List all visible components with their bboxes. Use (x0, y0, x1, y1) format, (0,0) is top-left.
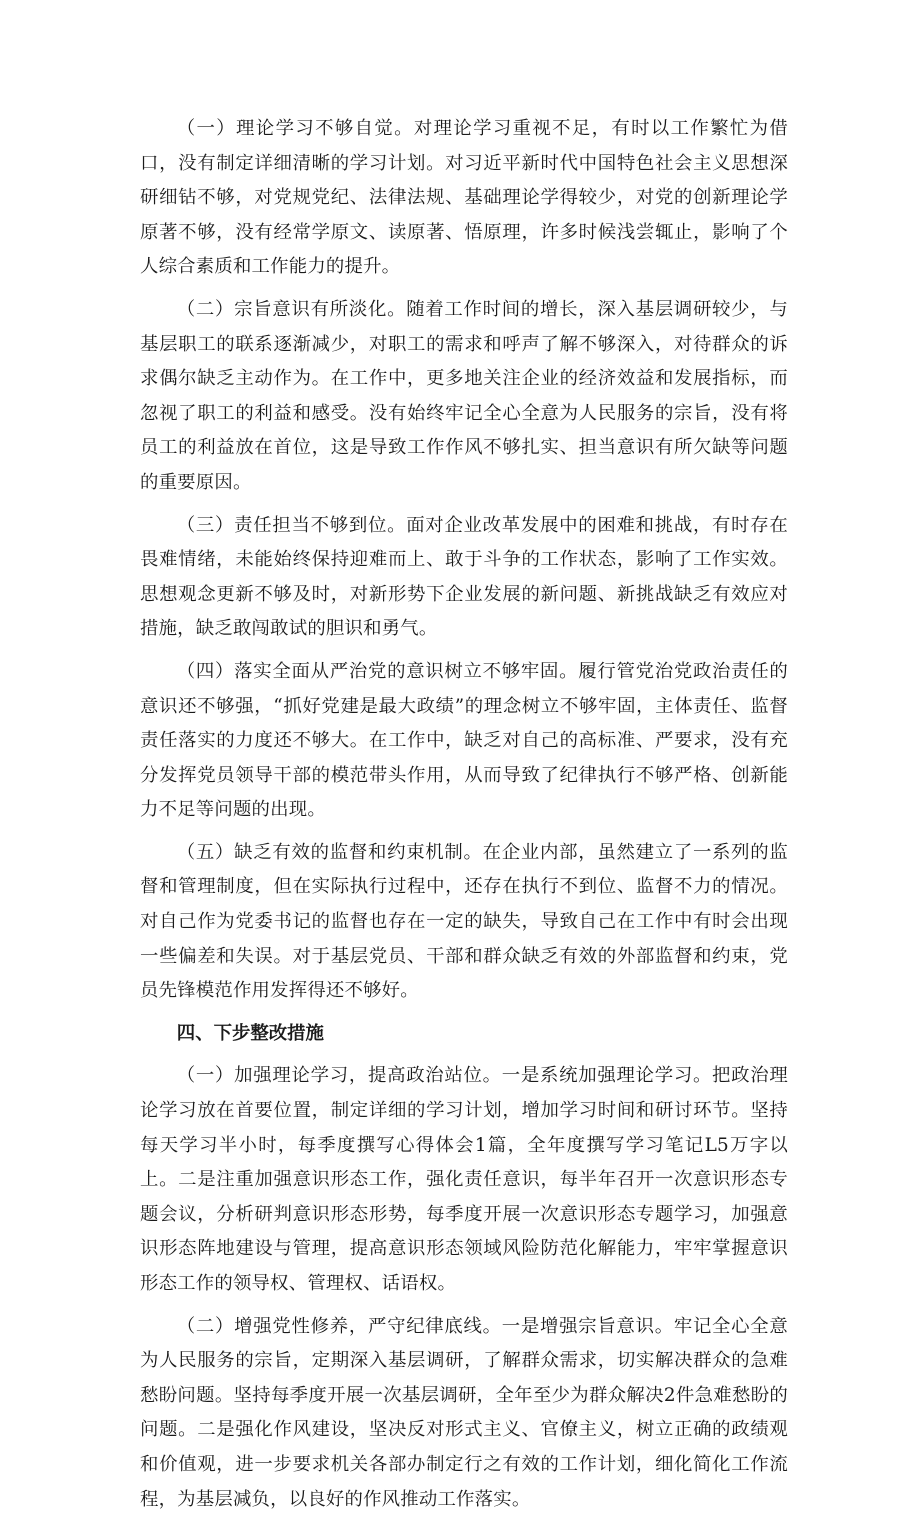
paragraph-3-5: （五）缺乏有效的监督和约束机制。在企业内部，虽然建立了一系列的监督和管理制度，但在实际执行过程中，还存在执行不到位、监督不力的情况。对自己作为党委书记的监督也存在一定的缺失，导致自己在工作中有时会出现一些偏差和失误。对于基层党员、干部和群众缺乏有效的外部监督和约束，党员先锋模范作用发挥得还不够好。 (140, 841, 788, 1002)
paragraph-3-1: （一）理论学习不够自觉。对理论学习重视不足，有时以工作繁忙为借口，没有制定详细清晰的学习计划。对习近平新时代中国特色社会主义思想深研细钻不够，对党规党纪、法律法规、基础理论学得较少，对党的创新理论学原著不够，没有经常学原文、读原著、悟原理，许多时候浅尝辄止，影响了个人综合素质和工作能力的提升。 (140, 118, 788, 278)
document-page (140, 112, 788, 1525)
paragraph-3-3: （三）责任担当不够到位。面对企业改革发展中的困难和挑战，有时存在畏难情绪，未能始终保持迎难而上、敢于斗争的工作状态，影响了工作实效。思想观念更新不够及时，对新形势下企业发展的新问题、新挑战缺乏有效应对措施，缺乏敢闯敢试的胆识和勇气。 (140, 514, 788, 640)
paragraph-3-4: （四）落实全面从严治党的意识树立不够牢固。履行管党治党政治责任的意识还不够强，“抓好党建是最大政绩”的理念树立不够牢固，主体责任、监督责任落实的力度还不够大。在工作中，缺乏对自己的高标准、严要求，没有充分发挥党员领导干部的模范带头作用，从而导致了纪律执行不够严格、创新能力不足等问题的出现。 (140, 660, 788, 821)
paragraph-4-2: （二）增强党性修养，严守纪律底线。一是增强宗旨意识。牢记全心全意为人民服务的宗旨，定期深入基层调研，了解群众需求，切实解决群众的急难愁盼问题。坚持每季度开展一次基层调研，全年至少为群众解决2件急难愁盼的问题。二是强化作风建设，坚决反对形式主义、官僚主义，树立正确的政绩观和价值观，进一步要求机关各部办制定行之有效的工作计划，细化简化工作流程，为基层减负，以良好的作风推动工作落实。 (140, 1315, 788, 1510)
paragraph-4-1: （一）加强理论学习，提高政治站位。一是系统加强理论学习。把政治理论学习放在首要位置，制定详细的学习计划，增加学习时间和研讨环节。坚持每天学习半小时，每季度撰写心得体会1篇，全年度撰写学习笔记L5万字以上。二是注重加强意识形态工作，强化责任意识，每半年召开一次意识形态专题会议，分析研判意识形态形势，每季度开展一次意识形态专题学习，加强意识形态阵地建设与管理，提高意识形态领域风险防范化解能力，牢牢掌握意识形态工作的领导权、管理权、话语权。 (140, 1065, 788, 1294)
section-4-heading: 四、下步整改措施 (176, 1022, 324, 1044)
paragraph-3-2: （二）宗旨意识有所淡化。随着工作时间的增长，深入基层调研较少，与基层职工的联系逐渐减少，对职工的需求和呼声了解不够深入，对待群众的诉求偶尔缺乏主动作为。在工作中，更多地关注企业的经济效益和发展指标，而忽视了职工的利益和感受。没有始终牢记全心全意为人民服务的宗旨，没有将员工的利益放在首位，这是导致工作作风不够扎实、担当意识有所欠缺等问题的重要原因。 (140, 298, 788, 493)
